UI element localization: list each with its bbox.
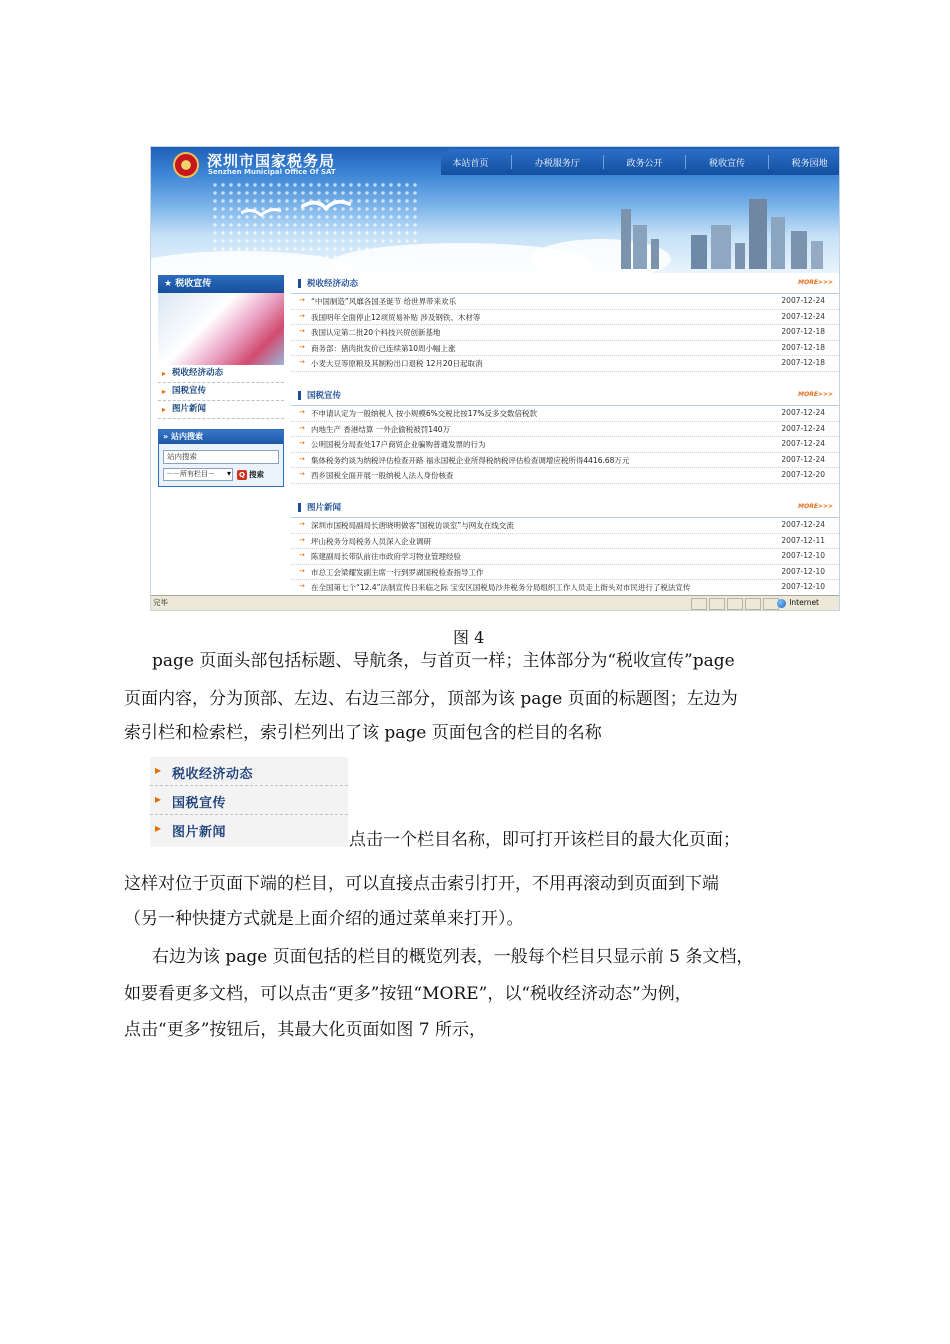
- news-title[interactable]: 小麦大豆等原粮及其制粉出口退税 12月20日起取消: [311, 359, 483, 368]
- news-row[interactable]: [291, 406, 839, 422]
- more-button[interactable]: MORE>>>: [798, 279, 833, 286]
- search-controls: [163, 468, 279, 481]
- arrow-icon: →: [299, 358, 305, 366]
- crop-item-label: ▸ 图片新闻: [172, 825, 227, 840]
- news-date: 2007-12-24: [781, 311, 825, 321]
- section-header: [291, 385, 839, 406]
- news-title[interactable]: 我国认定第二批20个科技兴贸创新基地: [311, 328, 441, 337]
- sidebar-title: [158, 275, 284, 293]
- index-bar-crop-image: [150, 757, 348, 847]
- news-date: 2007-12-18: [781, 358, 825, 367]
- section-title: 税收经济动态: [307, 279, 359, 289]
- nav-divider: [768, 155, 769, 169]
- paragraph-line: 索引栏和检索栏，索引栏列出了该 page 页面包含的栏目的名称: [124, 723, 602, 743]
- browser-status-bar: [151, 595, 840, 610]
- star-icon: ★: [164, 279, 176, 289]
- news-row[interactable]: [291, 422, 839, 438]
- search-input[interactable]: 站内搜索: [163, 450, 279, 464]
- news-row[interactable]: [291, 468, 839, 484]
- nav-divider: [685, 155, 686, 169]
- section-tax-economy: [291, 273, 839, 378]
- search-button-label: 搜索: [249, 470, 264, 479]
- paragraph-line: 如要看更多文档，可以点击“更多”按钮“MORE”，以“税收经济动态”为例，: [124, 984, 692, 1004]
- arrow-icon: →: [299, 296, 305, 304]
- news-title[interactable]: 深圳市国税局副局长唐晓明做客“国税访谈室”与网友在线交流: [311, 521, 514, 530]
- more-button[interactable]: MORE>>>: [798, 503, 833, 510]
- news-title[interactable]: 陈建副局长带队前往市政府学习物业管理经验: [311, 552, 461, 561]
- news-date: 2007-12-24: [781, 454, 825, 464]
- zone-label: Internet: [789, 598, 819, 607]
- section-photo-news: [291, 497, 839, 602]
- news-row[interactable]: [291, 294, 839, 310]
- arrow-icon: →: [299, 470, 305, 478]
- paragraph-line: 页面内容，分为顶部、左边、右边三部分，顶部为该 page 页面的标题图；左边为: [124, 689, 738, 709]
- crop-item-label: ▸ 税收经济动态: [172, 767, 254, 782]
- news-title[interactable]: 商务部：猪肉批发价已连续第10周小幅上涨: [311, 343, 456, 353]
- search-title-text: 站内搜索: [170, 432, 203, 441]
- search-icon: Q: [237, 470, 247, 480]
- section-marker: [298, 503, 301, 512]
- crop-item-label: ▸ 国税宣传: [172, 796, 227, 811]
- news-date: 2007-12-18: [781, 327, 825, 336]
- news-date: 2007-12-24: [781, 296, 825, 305]
- website-screenshot: [150, 146, 840, 611]
- section-header: [291, 273, 839, 294]
- section-tax-publicity: [291, 385, 839, 490]
- main-nav: [441, 149, 839, 175]
- nav-item-tax-garden[interactable]: 税务园地: [791, 158, 828, 169]
- sidebar-photo: [158, 293, 284, 365]
- nav-divider: [511, 155, 512, 169]
- arrow-icon: →: [299, 408, 305, 416]
- status-panels: [691, 598, 779, 610]
- column-select[interactable]: －－所有栏目－ ▾: [163, 468, 233, 481]
- arrow-icon: →: [299, 439, 305, 447]
- section-title: 图片新闻: [307, 503, 342, 513]
- nav-item-tax-service-hall[interactable]: 办税服务厅: [534, 158, 580, 169]
- search-panel-title: [159, 430, 283, 444]
- double-chevron-icon: »: [163, 432, 171, 441]
- globe-icon: [777, 599, 786, 608]
- paragraph-line: page 页面头部包括标题、导航条，与首页一样；主体部分为“税收宣传”page: [152, 651, 735, 671]
- paragraph-line: 右边为该 page 页面包括的栏目的概览列表，一般每个栏目只显示前 5 条文档，: [152, 947, 754, 967]
- news-title[interactable]: 西乡国税全面开展一般纳税人法人身份核查: [311, 471, 454, 480]
- crop-item: [150, 815, 348, 844]
- news-row[interactable]: [291, 534, 839, 550]
- news-date: 2007-12-11: [781, 535, 825, 545]
- security-zone: [777, 596, 819, 610]
- more-button[interactable]: MORE>>>: [798, 391, 833, 398]
- news-title[interactable]: 公明国税分局查处17户商贸企业骗购普通发票的行为: [311, 440, 486, 449]
- news-row[interactable]: [291, 325, 839, 341]
- sidebar-link-tax-publicity[interactable]: ▸ 国税宣传: [158, 383, 284, 401]
- arrow-icon: →: [299, 535, 305, 544]
- news-date: 2007-12-10: [781, 566, 825, 576]
- paragraph-line: 点击“更多”按钮后，其最大化页面如图 7 所示，: [124, 1020, 487, 1040]
- arrow-icon: →: [299, 327, 305, 335]
- crop-item: [150, 786, 348, 815]
- arrow-icon: →: [299, 520, 305, 528]
- news-title[interactable]: 我国明年全面停止12项贸易补贴 涉及钢铁、木材等: [311, 312, 481, 322]
- paragraph-line: 这样对位于页面下端的栏目，可以直接点击索引打开，不用再滚动到页面到下端: [124, 874, 719, 894]
- arrow-icon: →: [299, 423, 305, 432]
- sidebar-link-tax-economy[interactable]: ▸ 税收经济动态: [158, 365, 284, 383]
- site-title: 深圳市国家税务局: [207, 152, 336, 170]
- news-date: 2007-12-10: [781, 551, 825, 560]
- news-title[interactable]: “中国制造”风靡各国圣诞节 给世界带来欢乐: [311, 297, 457, 306]
- seagull-icon: [301, 197, 351, 215]
- seagull-icon: [241, 207, 281, 221]
- paragraph-line: （另一种快捷方式就是上面介绍的通过菜单来打开）。: [124, 909, 524, 929]
- tax-bureau-emblem-icon: [173, 152, 199, 178]
- news-title[interactable]: 集体税务约谈为纳税评估检查开路 福永国税企业所得税纳税评估检查调增应税所得4416.68万元: [311, 455, 630, 465]
- status-text: 完毕: [153, 598, 168, 607]
- section-marker: [298, 279, 301, 288]
- news-row[interactable]: [291, 518, 839, 534]
- news-title[interactable]: 在全国第七个“12.4”法制宣传日来临之际 宝安区国税局沙井税务分局组织工作人员走上街头对市民进行了税法宣传: [311, 583, 691, 592]
- figure-caption: 图 4: [453, 628, 485, 647]
- news-date: 2007-12-20: [781, 470, 825, 479]
- news-row[interactable]: [291, 580, 839, 596]
- news-row[interactable]: [291, 341, 839, 357]
- sidebar-title-text: 税收宣传: [175, 279, 212, 289]
- arrow-icon: →: [299, 311, 305, 320]
- news-date: 2007-12-24: [781, 423, 825, 433]
- main-content: [291, 273, 839, 609]
- crop-item: [150, 757, 348, 786]
- news-row[interactable]: [291, 549, 839, 565]
- news-date: 2007-12-24: [781, 520, 825, 529]
- nav-item-government-affairs[interactable]: 政务公开: [626, 158, 663, 169]
- nav-divider: [603, 155, 604, 169]
- section-header: [291, 497, 839, 518]
- arrow-icon: →: [299, 551, 305, 559]
- arrow-icon: →: [299, 566, 305, 575]
- news-title[interactable]: 不申请认定为一般纳税人 按小规模6%交税比按17%反多交数倍税款: [311, 409, 537, 418]
- left-sidebar: [158, 275, 284, 487]
- news-row[interactable]: [291, 310, 839, 326]
- arrow-icon: →: [299, 342, 305, 351]
- site-subtitle: Senzhen Municipal Office Of SAT: [208, 168, 336, 176]
- site-banner: [151, 147, 840, 273]
- news-row[interactable]: [291, 437, 839, 453]
- news-title[interactable]: 市总工会梁耀发副主席一行到罗湖国税检查指导工作: [311, 567, 484, 577]
- news-title[interactable]: 坪山税务分局税务人员深入企业调研: [311, 536, 431, 546]
- nav-item-tax-publicity[interactable]: 税收宣传: [709, 158, 746, 169]
- arrow-icon: →: [299, 582, 305, 590]
- news-row[interactable]: [291, 356, 839, 372]
- news-date: 2007-12-18: [781, 342, 825, 352]
- news-title[interactable]: 内地生产 香港结算 一外企偷税被罚140万: [311, 424, 451, 434]
- news-date: 2007-12-10: [781, 582, 825, 591]
- section-title: 国税宣传: [307, 391, 342, 401]
- sidebar-link-photo-news[interactable]: ▸ 图片新闻: [158, 401, 284, 419]
- news-row[interactable]: [291, 453, 839, 469]
- search-button[interactable]: [237, 469, 264, 480]
- cloud-shape: [531, 239, 671, 273]
- news-row[interactable]: [291, 565, 839, 581]
- arrow-icon: →: [299, 454, 305, 463]
- paragraph-line: 点击一个栏目名称，即可打开该栏目的最大化页面；: [349, 830, 740, 850]
- site-search-panel: [158, 429, 284, 487]
- section-marker: [298, 391, 301, 400]
- news-date: 2007-12-24: [781, 408, 825, 417]
- news-date: 2007-12-24: [781, 439, 825, 448]
- nav-item-home[interactable]: 本站首页: [452, 158, 489, 169]
